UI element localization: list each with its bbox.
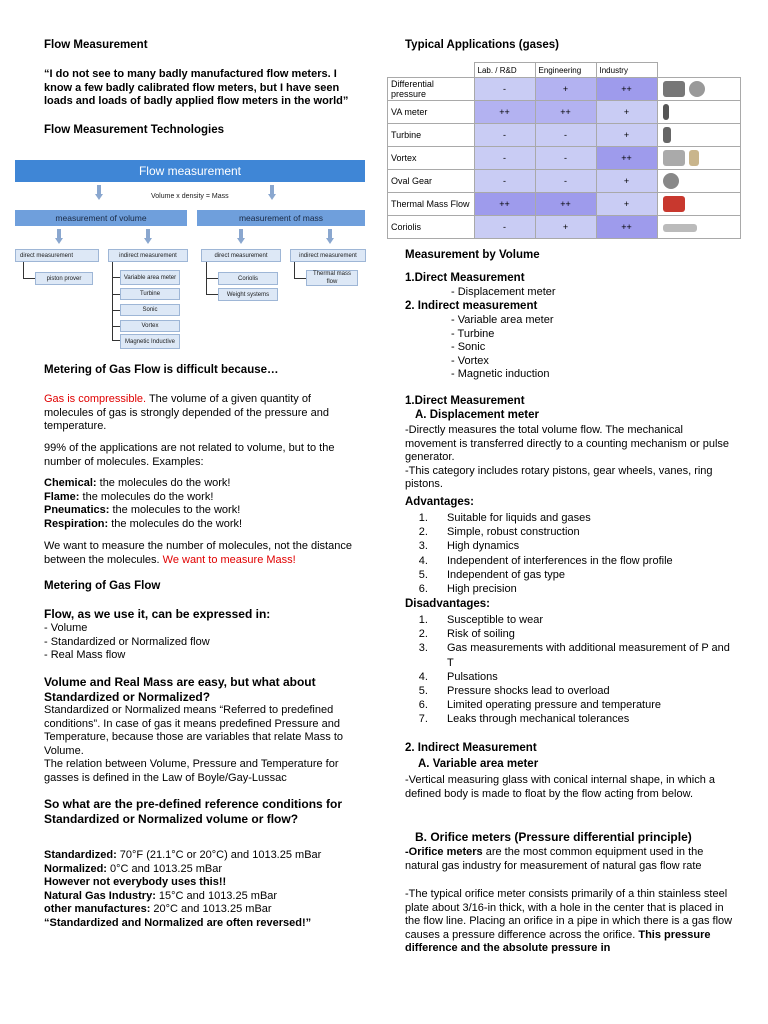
diagram-sonic: Sonic <box>120 304 180 316</box>
turbine-icon <box>663 127 671 143</box>
disp-para1: -Directly measures the total volume flow. The mechanical movement is transferred directly to a counting mechanism or pulse generator. <box>405 424 730 463</box>
vortex-icon <box>663 150 685 166</box>
conditions <box>44 849 362 930</box>
quote: “I do not see to many badly manufactured flow meters. I know a few badly calibrated flow meters, but I have seen loads and loads of badly applied flow meters in the world” <box>44 68 349 107</box>
device-image <box>657 193 740 216</box>
diagram-vortex: Vortex <box>120 320 180 332</box>
condition-item: Standardized: 70°F (21.1°C or 20°C) and 1013.25 mBar <box>44 849 322 861</box>
disadvantage-item: 1. Susceptible to wear <box>431 613 735 627</box>
var-area-heading: A. Variable area meter <box>418 758 539 770</box>
row-name: Thermal Mass Flow <box>388 193 475 216</box>
table-header-row <box>388 63 741 78</box>
disadvantages-list <box>405 613 735 727</box>
disp-para2: -This category includes rotary pistons, gear wheels, vanes, ring pistons. <box>405 464 713 490</box>
ninety-para <box>44 442 362 469</box>
connector <box>112 277 120 278</box>
header-ind: Industry <box>596 63 657 78</box>
indirect-item: - Variable area meter <box>451 314 554 326</box>
device-image <box>657 124 740 147</box>
orifice-para1 <box>405 846 735 873</box>
cell: - <box>535 170 596 193</box>
flow-measurement-diagram <box>15 160 367 350</box>
oval-gear-icon <box>663 173 679 189</box>
diagram-turbine: Turbine <box>120 288 180 300</box>
flow-expressed: Flow, as we use it, can be expressed in: <box>44 607 271 621</box>
advantage-item: 3. High dynamics <box>431 539 735 553</box>
flow-item: - Real Mass flow <box>44 649 126 661</box>
advantage-item: 4. Independent of interferences in the flow profile <box>431 554 735 568</box>
thermal-mass-icon <box>663 196 685 212</box>
orifice-heading: B. Orifice meters (Pressure differential principle) <box>415 830 692 844</box>
example-item: Flame: the molecules do the work! <box>44 490 214 503</box>
applications-table <box>387 62 741 239</box>
device-image <box>657 101 740 124</box>
disadvantages-heading: Disadvantages: <box>405 598 491 610</box>
diagram-banner: Flow measurement <box>15 160 365 182</box>
std-paras <box>44 704 362 785</box>
diagram-magnetic: Magnetic Inductive <box>120 334 180 349</box>
arrow-icon <box>326 229 334 245</box>
metering2-heading: Metering of Gas Flow <box>44 580 161 592</box>
cell: ++ <box>535 193 596 216</box>
device-image <box>657 170 740 193</box>
disadvantage-item: 6. Limited operating pressure and temperature <box>431 698 735 712</box>
cell: + <box>596 124 657 147</box>
table-corner <box>657 63 740 78</box>
cell: - <box>535 147 596 170</box>
diagram-volume: measurement of volume <box>15 210 187 226</box>
connector <box>206 294 218 295</box>
connector <box>112 294 120 295</box>
row-name: VA meter <box>388 101 475 124</box>
cell: + <box>596 101 657 124</box>
cell: ++ <box>474 101 535 124</box>
device-image <box>657 216 740 239</box>
cell: ++ <box>596 78 657 101</box>
arrow-icon <box>144 229 152 245</box>
compressible-para <box>44 393 362 434</box>
device-image <box>657 78 740 101</box>
diagram-indirect1: indirect measurement <box>108 249 188 262</box>
cell: - <box>474 170 535 193</box>
diagram-thermal: Thermal mass flow <box>306 270 358 286</box>
condition-item: Natural Gas Industry: 15°C and 1013.25 mBar <box>44 889 278 902</box>
connector <box>23 262 24 278</box>
vortex-icon <box>689 150 699 166</box>
row-name: Differential pressure <box>388 78 475 101</box>
cell: + <box>535 78 596 101</box>
table-row <box>388 147 741 170</box>
disadvantage-item: 4. Pulsations <box>431 670 735 684</box>
disadvantage-item: 3. Gas measurements with additional measurement of P and T <box>431 641 735 669</box>
indirect-item: - Sonic <box>451 341 486 353</box>
tech-heading: Flow Measurement Technologies <box>44 124 224 136</box>
cell: - <box>474 78 535 101</box>
example-item: Respiration: the molecules do the work! <box>44 517 243 530</box>
row-name: Turbine <box>388 124 475 147</box>
orifice-plate-icon <box>689 81 705 97</box>
var-area-para <box>405 774 735 801</box>
indirect-heading-2: 2. Indirect Measurement <box>405 742 537 754</box>
header-eng: Engineering <box>535 63 596 78</box>
cell: ++ <box>596 147 657 170</box>
var-area-text: -Vertical measuring glass with conical internal shape, in which a defined body is made to float by the flow acting from below. <box>405 774 715 800</box>
flow-item: - Standardized or Normalized flow <box>44 635 210 648</box>
want-red: We want to measure Mass! <box>162 553 296 566</box>
by-volume-heading: Measurement by Volume <box>405 249 540 261</box>
advantages-heading: Advantages: <box>405 496 475 508</box>
table-corner <box>388 63 475 78</box>
row-name: Oval Gear <box>388 170 475 193</box>
flow-item: - Volume <box>44 622 88 634</box>
direct-heading-2: 1.Direct Measurement <box>405 395 525 407</box>
cell: + <box>596 170 657 193</box>
condition-item: Normalized: 0°C and 1013.25 mBar <box>44 862 223 875</box>
table-row <box>388 170 741 193</box>
connector <box>294 262 295 278</box>
direct-heading: 1.Direct Measurement <box>405 272 525 284</box>
orifice-bold2: This pressure difference and the absolute pressure in <box>405 928 711 954</box>
va-meter-icon <box>663 104 669 120</box>
cell: ++ <box>535 101 596 124</box>
table-row <box>388 124 741 147</box>
doc-title: Flow Measurement <box>44 39 148 51</box>
condition-item: However not everybody uses this!! <box>44 876 227 888</box>
diagram-mass: measurement of mass <box>197 210 365 226</box>
table-row <box>388 216 741 239</box>
condition-item: other manufactures: 20°C and 1013.25 mBar <box>44 903 272 915</box>
diagram-coriolis: Coriolis <box>218 272 278 285</box>
coriolis-icon <box>663 224 697 232</box>
compressible-rest: The volume of a given quantity of molecules of gas is strongly depended of the pressure and temperature. <box>44 393 329 432</box>
arrow-icon <box>268 185 276 201</box>
indirect-item: - Turbine <box>451 327 495 340</box>
std-para2: The relation between Volume, Pressure and Temperature for gasses is defined in the Law of Boyle/Gay-Lussac <box>44 758 339 784</box>
indirect-item: - Vortex <box>451 354 489 367</box>
advantage-item: 2. Simple, robust construction <box>431 525 735 539</box>
advantage-item: 1. Suitable for liquids and gases <box>431 511 735 525</box>
arrow-icon <box>95 185 103 201</box>
diagram-indirect2: indirect measurement <box>290 249 366 262</box>
row-name: Coriolis <box>388 216 475 239</box>
diagram-var-area: Variable area meter <box>120 270 180 285</box>
connector <box>206 278 218 279</box>
diagram-formula: Volume x density = Mass <box>151 193 229 200</box>
flow-items <box>44 622 362 663</box>
predef-heading: So what are the pre-defined reference conditions for Standardized or Normalized volume or flow? <box>44 797 343 826</box>
indirect-heading: 2. Indirect measurement <box>405 300 538 312</box>
connector <box>112 262 113 340</box>
header-lab: Lab. / R&D <box>474 63 535 78</box>
connector <box>112 326 120 327</box>
cell: - <box>474 124 535 147</box>
direct-item: - Displacement meter <box>451 286 556 298</box>
diagram-direct1: direct measurement <box>15 249 99 262</box>
orifice-para2 <box>405 888 735 956</box>
example-item: Pneumatics: the molecules to the work! <box>44 504 241 516</box>
orifice-text: are the most common equipment used in the natural gas industry for measurement of natural gas flow rate <box>405 846 704 872</box>
dp-meter-icon <box>663 81 685 97</box>
cell: + <box>535 216 596 239</box>
orifice-text2: -The typical orifice meter consists primarily of a thin stainless steel plate about 3/16-in thick, with a hole in the center that is placed in the flow line. Placing an orifice in a pipe in which there is a gas flow causes a pressure difference across the orifice. <box>405 888 733 941</box>
examples-list <box>44 477 362 531</box>
disadvantage-item: 2. Risk of soiling <box>431 627 735 641</box>
arrow-icon <box>55 229 63 245</box>
want-para <box>44 540 362 567</box>
advantage-item: 6. High precision <box>431 582 735 596</box>
connector <box>112 310 120 311</box>
std-para1: Standardized or Normalized means “Referred to predefined conditions”. In case of gas it means predefined Pressure and Temperature, because those are variables that relate Mass to Volume. <box>44 704 343 757</box>
row-name: Vortex <box>388 147 475 170</box>
table-row <box>388 193 741 216</box>
arrow-icon <box>237 229 245 245</box>
diagram-weight: Weight systems <box>218 288 278 301</box>
cell: - <box>535 124 596 147</box>
cell: - <box>474 216 535 239</box>
connector <box>112 340 120 341</box>
table-row <box>388 101 741 124</box>
cell: + <box>596 193 657 216</box>
metering-heading: Metering of Gas Flow is difficult because… <box>44 364 279 376</box>
ninety-text: 99% of the applications are not related to volume, but to the number of molecules. Examples: <box>44 442 335 468</box>
condition-item: “Standardized and Normalized are often reversed!” <box>44 916 312 929</box>
example-item: Chemical: the molecules do the work! <box>44 477 231 489</box>
displacement-heading: A. Displacement meter <box>415 409 539 421</box>
diagram-direct2: direct measurement <box>201 249 281 262</box>
vol-mass-heading: Volume and Real Mass are easy, but what about Standardized or Normalized? <box>44 675 316 704</box>
compressible-red: Gas is compressible. <box>44 393 147 405</box>
displacement-paras <box>405 424 735 492</box>
cell: - <box>474 147 535 170</box>
advantage-item: 5. Independent of gas type <box>431 568 735 582</box>
cell: ++ <box>596 216 657 239</box>
diagram-piston: piston prover <box>35 272 93 285</box>
want-text: We want to measure the number of molecules, not the distance between the molecules. <box>44 540 352 566</box>
advantages-list <box>405 511 735 596</box>
disadvantage-item: 7. Leaks through mechanical tolerances <box>431 712 735 726</box>
device-image <box>657 147 740 170</box>
orifice-bold: -Orifice meters <box>405 846 483 858</box>
indirect-items <box>451 314 554 382</box>
table-row <box>388 78 741 101</box>
connector <box>23 278 35 279</box>
cell: ++ <box>474 193 535 216</box>
apps-heading: Typical Applications (gases) <box>405 39 560 51</box>
connector <box>294 278 306 279</box>
disadvantage-item: 5. Pressure shocks lead to overload <box>431 684 735 698</box>
indirect-item: - Magnetic induction <box>451 368 550 380</box>
